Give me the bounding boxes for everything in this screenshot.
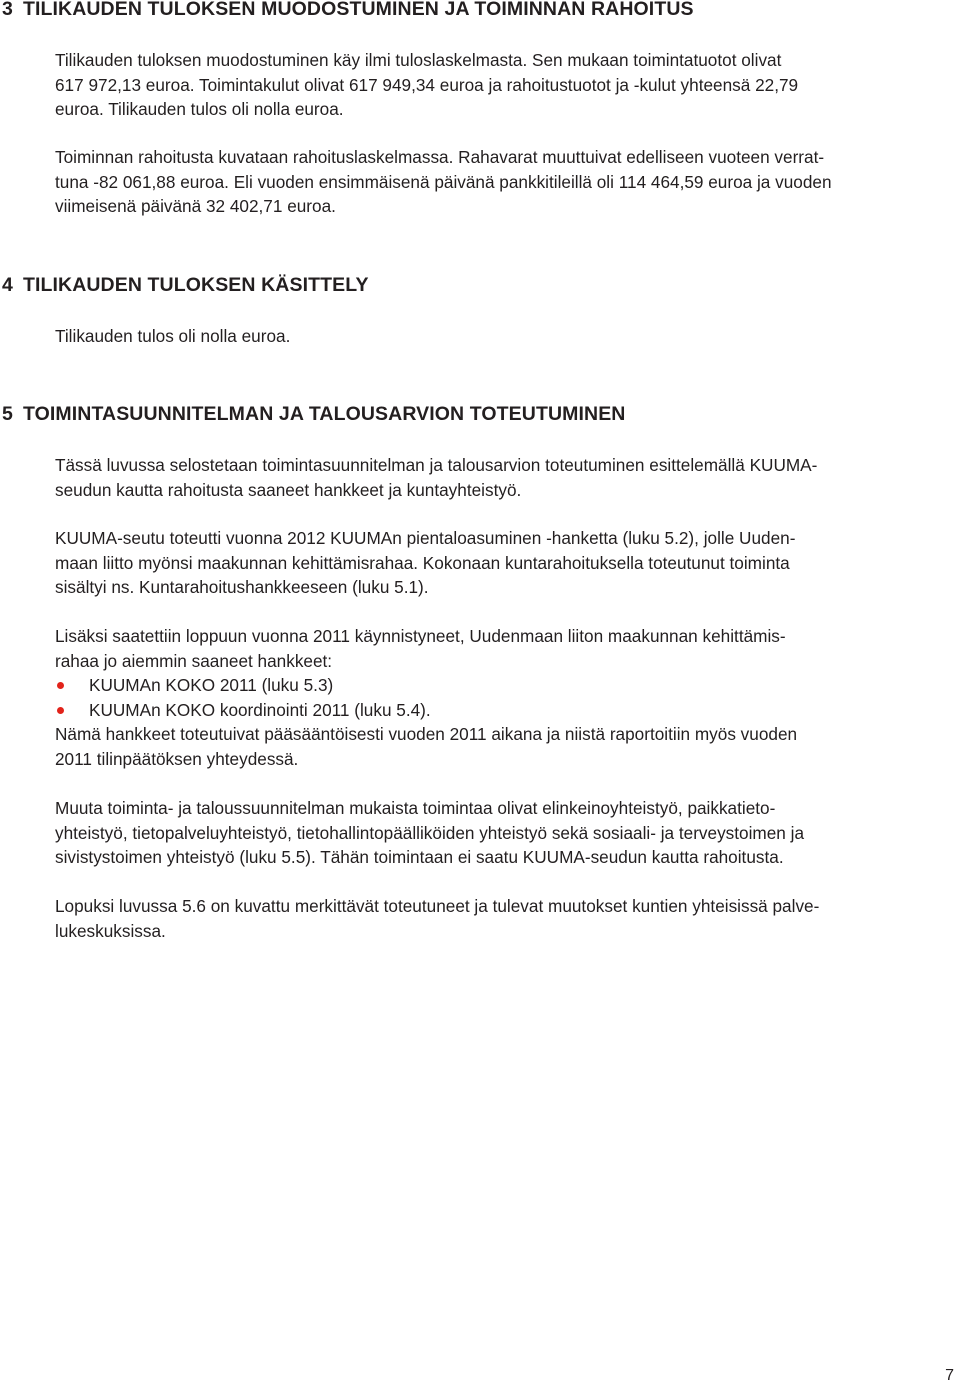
text-line: Muuta toiminta- ja taloussuunnitelman mukaista toimintaa olivat elinkeinoyhteistyö, paikkatieto- [55, 798, 776, 818]
section-5-body-1 [55, 453, 925, 502]
text-line: lukeskuksissa. [55, 920, 166, 941]
text-line: sivistystoimen yhteistyö (luku 5.5). Tähän toimintaan ei saatu KUUMA-seudun kautta rahoitusta. [55, 847, 784, 867]
bullet-icon [57, 707, 64, 714]
section-3-heading [2, 0, 694, 21]
section-3-body-2 [55, 145, 925, 219]
paragraph [55, 453, 925, 502]
paragraph [55, 324, 925, 349]
section-4-body [55, 324, 925, 349]
list-item-text: KUUMAn KOKO koordinointi 2011 (luku 5.4). [89, 699, 431, 720]
section-title: TILIKAUDEN TULOKSEN KÄSITTELY [22, 274, 369, 296]
text-line: Lopuksi luvussa 5.6 on kuvattu merkittävät toteutuneet ja tulevat muutokset kuntien yhteisissä palve- [55, 896, 820, 916]
text-line: KUUMA-seutu toteutti vuonna 2012 KUUMAn pientaloasuminen -hanketta (luku 5.2), jolle Uuden- [55, 528, 796, 548]
paragraph [55, 48, 925, 122]
text-line: sisältyi ns. Kuntarahoitushankkeeseen (luku 5.1). [55, 577, 429, 597]
list-item [55, 698, 925, 723]
project-list [55, 673, 925, 722]
section-title: TILIKAUDEN TULOKSEN MUODOSTUMINEN JA TOIMINNAN RAHOITUS [22, 0, 694, 20]
section-number: 4 [2, 274, 13, 296]
text-line: Toiminnan rahoitusta kuvataan rahoituslaskelmassa. Rahavarat muuttuivat edelliseen vuoteen verrat- [55, 147, 825, 167]
text-line: maan liitto myönsi maakunnan kehittämisrahaa. Kokonaan kuntarahoituksella toteutunut toiminta [55, 552, 790, 573]
text-line: yhteistyö, tietopalveluyhteistyö, tietohallintopäälliköiden yhteistyö sekä sosiaali- ja terveystoimen ja [55, 822, 805, 843]
text-line: 617 972,13 euroa. Toimintakulut olivat 617 949,34 euroa ja rahoitustuotot ja -kulut yhteensä 22,79 [55, 74, 799, 95]
section-5-heading [2, 403, 626, 426]
text-line: Lisäksi saatettiin loppuun vuonna 2011 käynnistyneet, Uudenmaan liiton maakunnan kehittämis- [55, 626, 786, 646]
text-line: euroa. Tilikauden tulos oli nolla euroa. [55, 99, 344, 119]
paragraph [55, 894, 925, 943]
section-3-body [55, 48, 925, 122]
list-item-text: KUUMAn KOKO 2011 (luku 5.3) [89, 675, 334, 695]
paragraph [55, 526, 925, 600]
text-line: Tilikauden tulos oli nolla euroa. [55, 326, 291, 346]
list-item [55, 673, 925, 698]
bullet-icon [57, 682, 64, 689]
text-line: Tässä luvussa selostetaan toimintasuunnitelman ja talousarvion toteutuminen esittelemällä KUUMA- [55, 455, 818, 475]
text-line: viimeisenä päivänä 32 402,71 euroa. [55, 196, 336, 216]
paragraph [55, 145, 925, 219]
section-5-body-3 [55, 624, 925, 771]
text-line: Tilikauden tuloksen muodostuminen käy ilmi tuloslaskelmasta. Sen mukaan toimintatuotot olivat [55, 50, 782, 70]
section-number: 5 [2, 403, 13, 425]
text-line: tuna -82 061,88 euroa. Eli vuoden ensimmäisenä päivänä pankkitileillä oli 114 464,59 euroa ja vuoden [55, 171, 832, 192]
section-5-body-4 [55, 796, 925, 870]
section-number: 3 [2, 0, 13, 20]
section-title: TOIMINTASUUNNITELMAN JA TALOUSARVION TOTEUTUMINEN [22, 403, 626, 425]
text-line: Nämä hankkeet toteutuivat pääsääntöisesti vuoden 2011 aikana ja niistä raportoitiin myös vuoden [55, 724, 798, 744]
section-5-body-2 [55, 526, 925, 600]
section-5-body-5 [55, 894, 925, 943]
text-line: seudun kautta rahoitusta saaneet hankkeet ja kuntayhteistyö. [55, 479, 522, 500]
list-intro [55, 624, 925, 673]
section-4-heading [2, 274, 369, 297]
page-number: 7 [945, 1367, 954, 1384]
paragraph [55, 722, 925, 771]
text-line: 2011 tilinpäätöksen yhteydessä. [55, 748, 299, 769]
text-line: rahaa jo aiemmin saaneet hankkeet: [55, 650, 333, 671]
paragraph [55, 796, 925, 870]
